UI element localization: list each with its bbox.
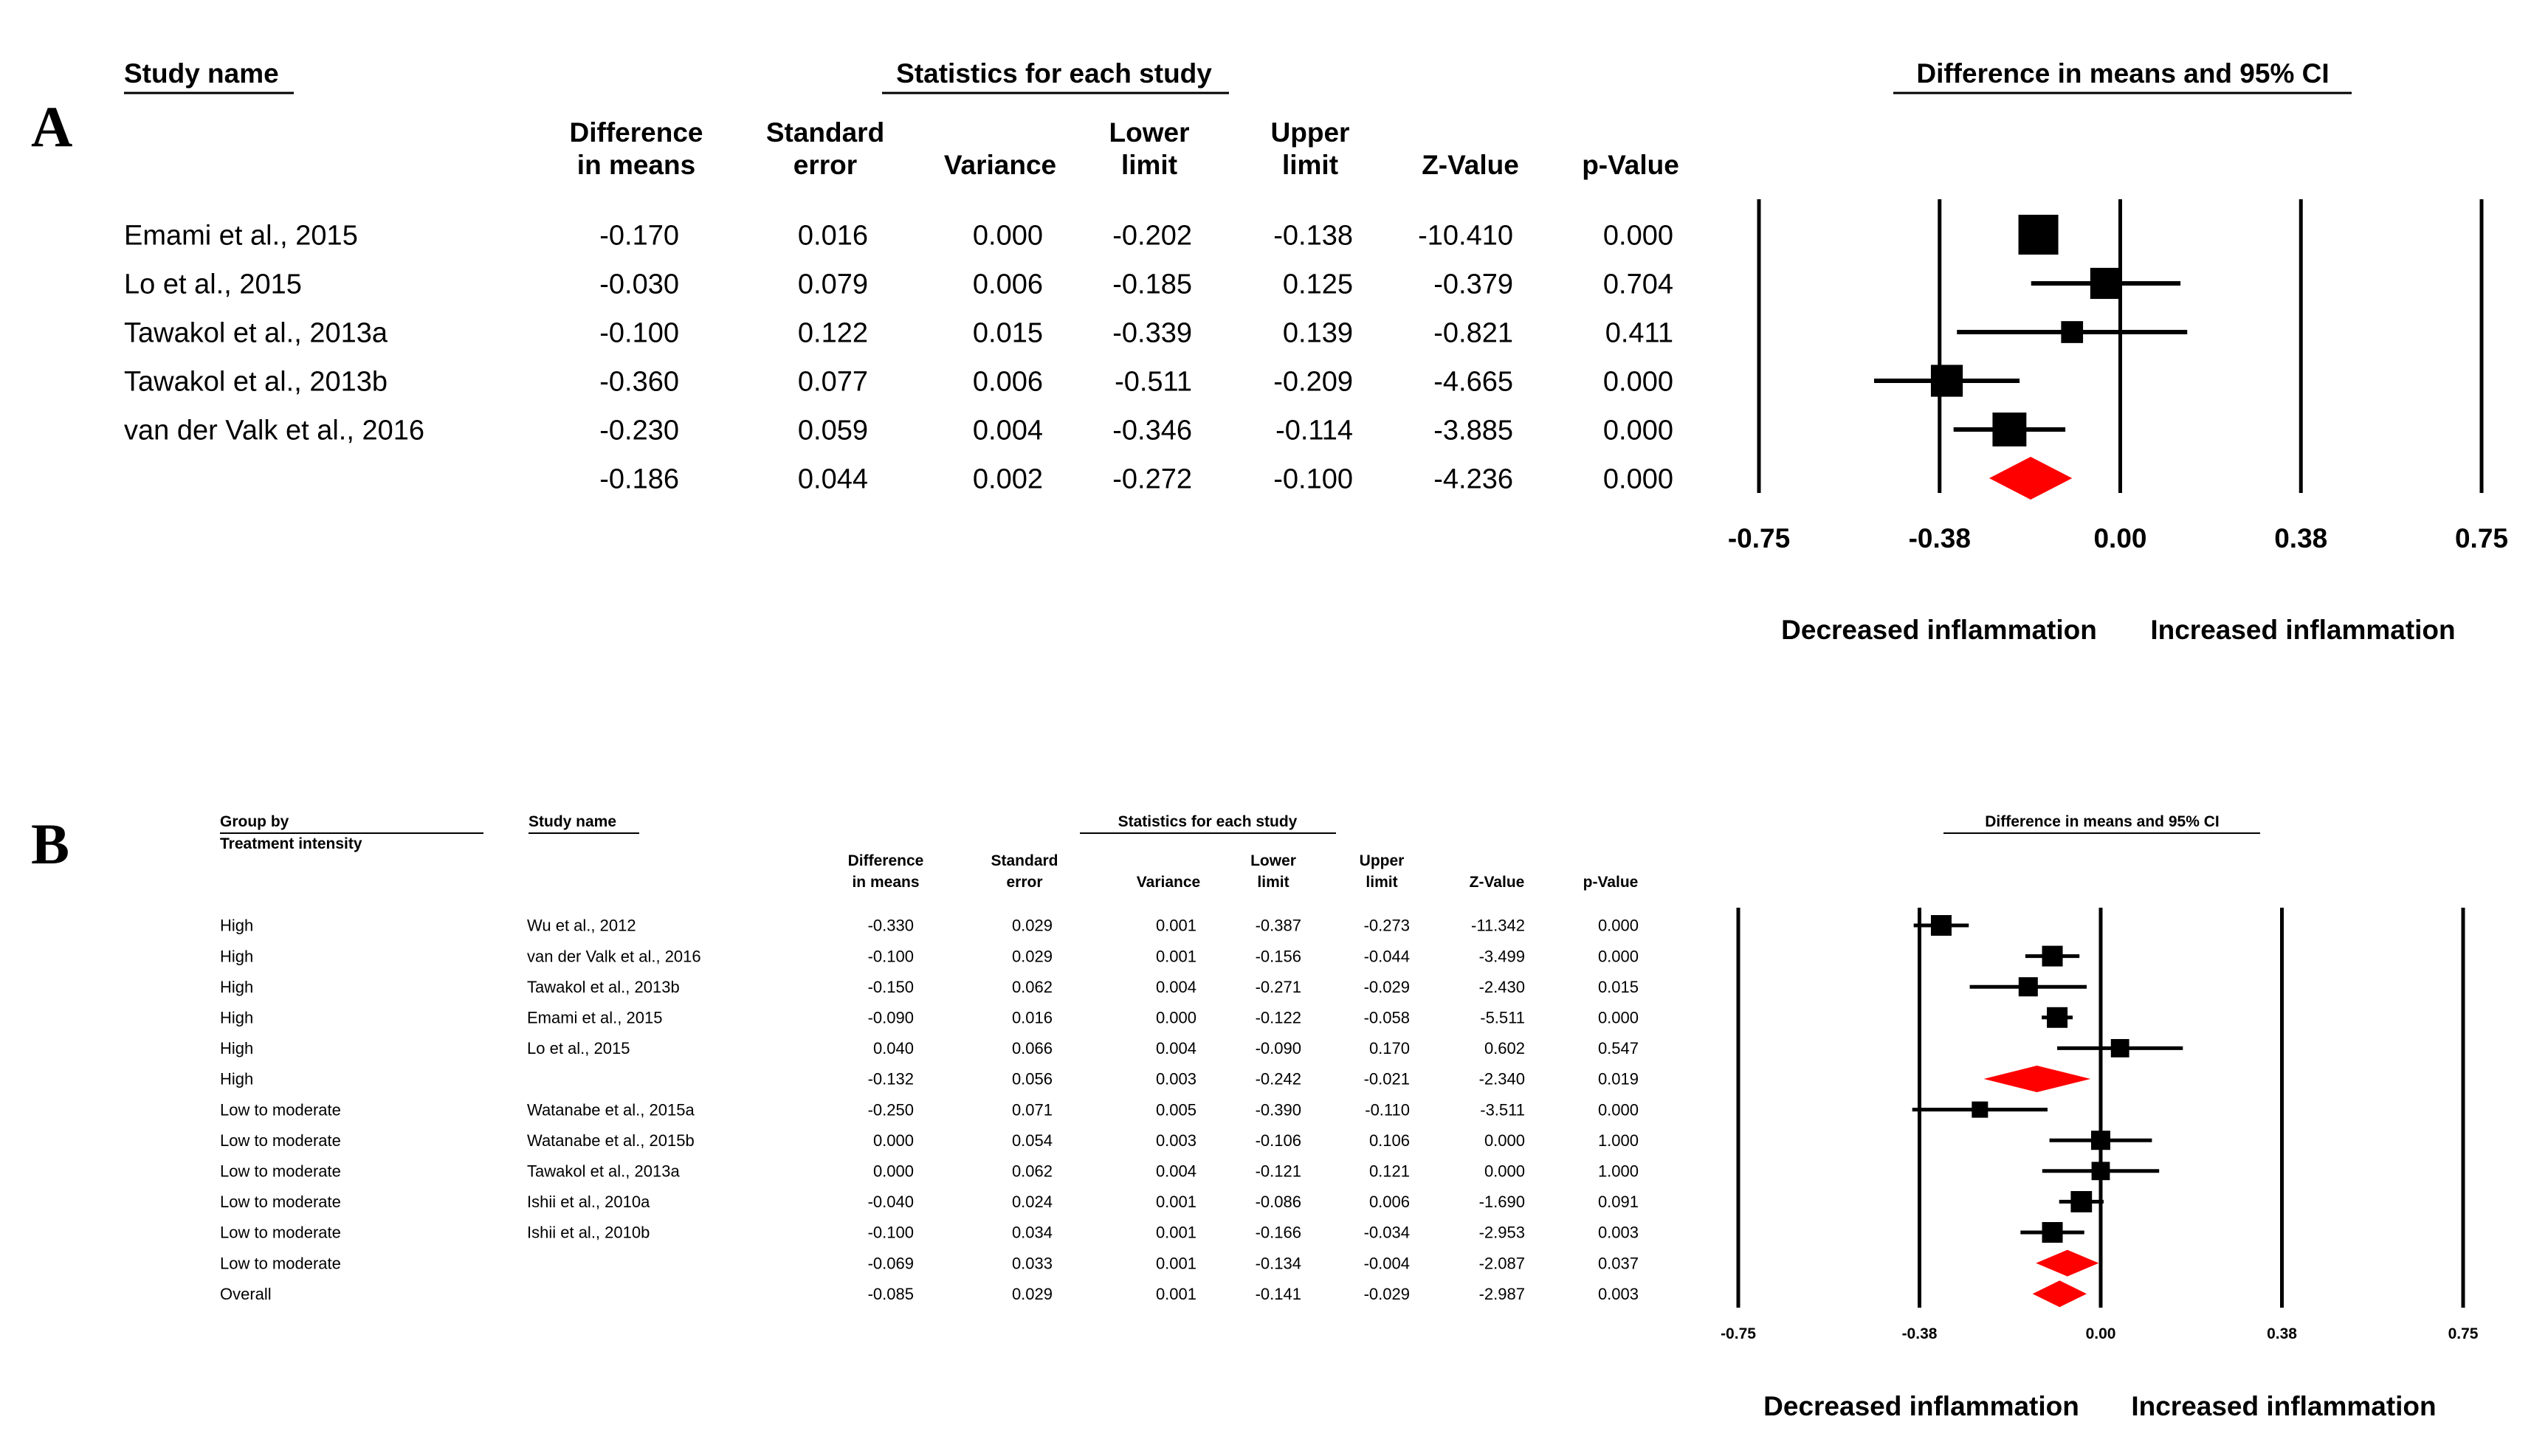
stat-cell-upper: 0.139 bbox=[1282, 317, 1353, 349]
statistics-header: Statistics for each study bbox=[896, 58, 1212, 89]
stat-cell-z: -10.410 bbox=[1418, 220, 1513, 252]
study-name-cell: Wu et al., 2012 bbox=[527, 916, 636, 935]
footer-increased-label: Increased inflammation bbox=[2150, 615, 2456, 645]
stat-cell-se: 0.034 bbox=[1011, 1223, 1053, 1242]
group-cell: Overall bbox=[220, 1284, 272, 1303]
stat-cell-se: 0.071 bbox=[1011, 1100, 1053, 1119]
stat-cell-diff: -0.330 bbox=[867, 916, 914, 935]
stat-cell-se: 0.033 bbox=[1011, 1254, 1053, 1273]
stat-cell-upper: -0.029 bbox=[1363, 1284, 1410, 1303]
x-tick-label: 0.75 bbox=[2448, 1325, 2479, 1342]
stat-cell-z: -2.953 bbox=[1478, 1223, 1525, 1242]
stat-cell-se: 0.029 bbox=[1011, 1284, 1053, 1303]
x-tick-label: 0.00 bbox=[2085, 1325, 2116, 1342]
stat-cell-diff: -0.100 bbox=[599, 317, 679, 349]
column-header-line2: p-Value bbox=[1582, 150, 1679, 180]
effect-marker bbox=[2042, 946, 2063, 967]
statistics-header: Statistics for each study bbox=[1118, 813, 1298, 830]
stat-cell-upper: -0.021 bbox=[1363, 1069, 1410, 1088]
column-header-line2: in means bbox=[852, 874, 920, 891]
stat-cell-diff: -0.030 bbox=[599, 269, 679, 300]
stat-cell-z: -4.665 bbox=[1433, 366, 1513, 398]
stat-cell-var: 0.001 bbox=[1155, 1223, 1196, 1242]
stat-cell-se: 0.077 bbox=[797, 366, 868, 398]
study-name-cell: Watanabe et al., 2015b bbox=[527, 1131, 695, 1150]
column-header-line2: Variance bbox=[943, 150, 1057, 180]
group-cell: Low to moderate bbox=[220, 1254, 341, 1273]
stat-cell-var: 0.004 bbox=[1155, 977, 1196, 996]
study-name-cell: Tawakol et al., 2013a bbox=[527, 1162, 680, 1181]
stat-cell-p: 0.547 bbox=[1597, 1039, 1639, 1058]
column-header-line1: Difference bbox=[569, 117, 703, 148]
stat-cell-diff: -0.040 bbox=[867, 1193, 914, 1212]
stat-cell-var: 0.003 bbox=[1155, 1131, 1196, 1150]
column-header-line1: Lower bbox=[1109, 117, 1190, 148]
stat-cell-p: 0.037 bbox=[1597, 1254, 1639, 1273]
x-tick-label: 0.38 bbox=[2274, 523, 2328, 553]
column-header-line1: Upper bbox=[1359, 852, 1405, 869]
group-cell: High bbox=[220, 977, 254, 996]
x-tick-label: 0.00 bbox=[2093, 523, 2147, 553]
stat-cell-var: 0.005 bbox=[1155, 1100, 1196, 1119]
stat-cell-p: 1.000 bbox=[1597, 1131, 1639, 1150]
stat-cell-diff: -0.150 bbox=[867, 977, 914, 996]
stat-cell-se: 0.024 bbox=[1011, 1193, 1053, 1212]
stat-cell-upper: -0.100 bbox=[1273, 463, 1353, 495]
stat-cell-p: 0.704 bbox=[1602, 269, 1673, 300]
stat-cell-lower: -0.122 bbox=[1255, 1008, 1301, 1027]
stat-cell-diff: 0.040 bbox=[872, 1039, 914, 1058]
column-header-line1: Upper bbox=[1270, 117, 1350, 148]
column-header-line1: Lower bbox=[1250, 852, 1296, 869]
column-header-line2: Variance bbox=[1136, 874, 1201, 891]
effect-marker bbox=[2061, 321, 2083, 343]
stat-cell-upper: 0.125 bbox=[1282, 269, 1353, 300]
stat-cell-p: 0.000 bbox=[1597, 916, 1639, 935]
stat-cell-z: -2.340 bbox=[1478, 1069, 1525, 1088]
study-name-header: Study name bbox=[124, 58, 279, 89]
stat-cell-diff: -0.186 bbox=[599, 463, 679, 495]
stat-cell-z: -4.236 bbox=[1433, 463, 1513, 495]
stat-cell-z: -2.430 bbox=[1478, 977, 1525, 996]
stat-cell-lower: -0.339 bbox=[1112, 317, 1192, 349]
stat-cell-lower: -0.121 bbox=[1255, 1162, 1301, 1181]
group-cell: Low to moderate bbox=[220, 1131, 341, 1150]
study-name-header: Study name bbox=[528, 813, 617, 830]
stat-cell-var: 0.001 bbox=[1155, 1284, 1196, 1303]
column-header-line2: Z-Value bbox=[1422, 150, 1519, 180]
stat-cell-p: 0.003 bbox=[1597, 1284, 1639, 1303]
x-tick-label: 0.38 bbox=[2267, 1325, 2297, 1342]
stat-cell-se: 0.062 bbox=[1011, 977, 1053, 996]
stat-cell-lower: -0.086 bbox=[1255, 1193, 1301, 1212]
stat-cell-z: -2.087 bbox=[1478, 1254, 1525, 1273]
stat-cell-se: 0.079 bbox=[797, 269, 868, 300]
stat-cell-se: 0.016 bbox=[1011, 1008, 1053, 1027]
effect-marker bbox=[2111, 1039, 2129, 1058]
stat-cell-var: 0.001 bbox=[1155, 916, 1196, 935]
stat-cell-se: 0.059 bbox=[797, 415, 868, 446]
stat-cell-lower: -0.106 bbox=[1255, 1131, 1301, 1150]
study-name-cell: van der Valk et al., 2016 bbox=[124, 415, 424, 446]
study-name-cell: Tawakol et al., 2013a bbox=[124, 317, 388, 349]
stat-cell-diff: -0.250 bbox=[867, 1100, 914, 1119]
footer-decreased-label: Decreased inflammation bbox=[1781, 615, 2097, 645]
effect-marker bbox=[1992, 413, 2026, 446]
stat-cell-upper: -0.273 bbox=[1363, 916, 1410, 935]
x-tick-label: -0.38 bbox=[1908, 523, 1971, 553]
x-tick-label: 0.75 bbox=[2454, 523, 2509, 553]
column-header-line2: limit bbox=[1120, 150, 1178, 180]
group-cell: High bbox=[220, 1008, 254, 1027]
column-header-line2: error bbox=[793, 150, 858, 180]
group-by-header: Group by bbox=[220, 813, 289, 830]
stat-cell-lower: -0.134 bbox=[1255, 1254, 1301, 1273]
study-name-cell: Ishii et al., 2010b bbox=[527, 1223, 650, 1242]
stat-cell-diff: -0.170 bbox=[599, 220, 679, 252]
stat-cell-upper: 0.006 bbox=[1368, 1193, 1410, 1212]
group-cell: Low to moderate bbox=[220, 1162, 341, 1181]
stat-cell-se: 0.016 bbox=[797, 220, 868, 252]
stat-cell-p: 1.000 bbox=[1597, 1162, 1639, 1181]
effect-marker bbox=[2047, 1007, 2067, 1028]
group-cell: High bbox=[220, 947, 254, 966]
stat-cell-z: -11.342 bbox=[1471, 916, 1525, 935]
stat-cell-se: 0.062 bbox=[1011, 1162, 1053, 1181]
study-name-cell: Tawakol et al., 2013b bbox=[124, 366, 388, 398]
stat-cell-lower: -0.242 bbox=[1255, 1069, 1301, 1088]
effect-marker bbox=[2070, 1191, 2092, 1212]
study-name-cell: Tawakol et al., 2013b bbox=[527, 977, 680, 996]
stat-cell-z: 0.602 bbox=[1484, 1039, 1525, 1058]
stat-cell-diff: -0.100 bbox=[867, 947, 914, 966]
group-cell: Low to moderate bbox=[220, 1223, 341, 1242]
stat-cell-upper: -0.209 bbox=[1273, 366, 1353, 398]
stat-cell-z: -1.690 bbox=[1478, 1193, 1525, 1212]
stat-cell-upper: -0.044 bbox=[1363, 947, 1410, 966]
column-header-line2: limit bbox=[1281, 150, 1339, 180]
column-header-line1: Standard bbox=[765, 117, 885, 148]
x-tick-label: -0.75 bbox=[1727, 523, 1791, 553]
group-by-subheader: Treatment intensity bbox=[220, 835, 362, 852]
plot-header: Difference in means and 95% CI bbox=[1985, 813, 2220, 830]
study-name-cell: van der Valk et al., 2016 bbox=[527, 947, 701, 966]
stat-cell-diff: 0.000 bbox=[872, 1131, 914, 1150]
stat-cell-p: 0.000 bbox=[1602, 415, 1673, 446]
effect-marker bbox=[2091, 1131, 2110, 1150]
group-cell: Low to moderate bbox=[220, 1100, 341, 1119]
stat-cell-lower: -0.166 bbox=[1255, 1223, 1301, 1242]
stat-cell-lower: -0.390 bbox=[1255, 1100, 1301, 1119]
stat-cell-z: -3.885 bbox=[1433, 415, 1513, 446]
stat-cell-var: 0.004 bbox=[1155, 1039, 1196, 1058]
summary-diamond bbox=[2033, 1280, 2087, 1307]
stat-cell-var: 0.003 bbox=[1155, 1069, 1196, 1088]
effect-marker bbox=[2019, 977, 2038, 996]
stat-cell-p: 0.000 bbox=[1602, 220, 1673, 252]
stat-cell-p: 0.000 bbox=[1597, 947, 1639, 966]
effect-marker bbox=[2042, 1222, 2063, 1243]
study-name-cell: Emami et al., 2015 bbox=[124, 220, 358, 252]
summary-diamond bbox=[1984, 1066, 2091, 1092]
stat-cell-lower: -0.511 bbox=[1115, 366, 1192, 398]
stat-cell-diff: -0.100 bbox=[867, 1223, 914, 1242]
stat-cell-lower: -0.271 bbox=[1255, 977, 1301, 996]
stat-cell-upper: -0.058 bbox=[1363, 1008, 1410, 1027]
stat-cell-diff: 0.000 bbox=[872, 1162, 914, 1181]
stat-cell-upper: -0.110 bbox=[1365, 1100, 1410, 1119]
column-header-line1: Difference bbox=[847, 852, 924, 869]
column-header-line2: Z-Value bbox=[1469, 874, 1525, 891]
stat-cell-var: 0.001 bbox=[1155, 947, 1196, 966]
stat-cell-p: 0.000 bbox=[1597, 1008, 1639, 1027]
stat-cell-p: 0.091 bbox=[1597, 1193, 1639, 1212]
group-cell: High bbox=[220, 1069, 254, 1088]
stat-cell-se: 0.066 bbox=[1011, 1039, 1053, 1058]
column-header-line2: limit bbox=[1257, 874, 1290, 891]
stat-cell-var: 0.006 bbox=[972, 366, 1043, 398]
column-header-line2: in means bbox=[576, 150, 696, 180]
group-cell: Low to moderate bbox=[220, 1193, 341, 1212]
study-name-cell: Watanabe et al., 2015a bbox=[527, 1100, 695, 1119]
effect-marker bbox=[1931, 365, 1963, 396]
stat-cell-lower: -0.156 bbox=[1255, 947, 1301, 966]
column-header-line2: p-Value bbox=[1583, 874, 1639, 891]
stat-cell-diff: -0.230 bbox=[599, 415, 679, 446]
stat-cell-var: 0.004 bbox=[1155, 1162, 1196, 1181]
stat-cell-var: 0.006 bbox=[972, 269, 1043, 300]
effect-marker bbox=[1931, 915, 1952, 936]
stat-cell-diff: -0.085 bbox=[867, 1284, 914, 1303]
footer-increased-label: Increased inflammation bbox=[2131, 1391, 2437, 1421]
stat-cell-upper: -0.034 bbox=[1363, 1223, 1410, 1242]
stat-cell-var: 0.001 bbox=[1155, 1193, 1196, 1212]
stat-cell-lower: -0.090 bbox=[1255, 1039, 1301, 1058]
stat-cell-z: -0.821 bbox=[1433, 317, 1513, 349]
stat-cell-p: 0.000 bbox=[1602, 463, 1673, 495]
column-header-line2: error bbox=[1006, 874, 1043, 891]
stat-cell-upper: -0.004 bbox=[1363, 1254, 1410, 1273]
panel-label: A bbox=[31, 94, 73, 159]
stat-cell-z: -0.379 bbox=[1433, 269, 1513, 300]
stat-cell-lower: -0.272 bbox=[1112, 463, 1192, 495]
effect-marker bbox=[2090, 268, 2121, 299]
group-cell: High bbox=[220, 916, 254, 935]
stat-cell-p: 0.000 bbox=[1602, 366, 1673, 398]
stat-cell-p: 0.411 bbox=[1605, 317, 1673, 349]
stat-cell-z: -5.511 bbox=[1480, 1008, 1525, 1027]
stat-cell-p: 0.019 bbox=[1597, 1069, 1639, 1088]
stat-cell-z: 0.000 bbox=[1484, 1162, 1525, 1181]
stat-cell-se: 0.029 bbox=[1011, 916, 1053, 935]
effect-marker bbox=[1972, 1102, 1988, 1118]
summary-diamond bbox=[1989, 457, 2072, 500]
stat-cell-upper: 0.106 bbox=[1368, 1131, 1410, 1150]
stat-cell-lower: -0.141 bbox=[1255, 1284, 1301, 1303]
x-tick-label: -0.38 bbox=[1901, 1325, 1938, 1342]
stat-cell-se: 0.122 bbox=[797, 317, 868, 349]
stat-cell-z: 0.000 bbox=[1484, 1131, 1525, 1150]
stat-cell-diff: -0.360 bbox=[599, 366, 679, 398]
stat-cell-se: 0.044 bbox=[797, 463, 868, 495]
stat-cell-var: 0.004 bbox=[972, 415, 1043, 446]
stat-cell-var: 0.002 bbox=[972, 463, 1043, 495]
stat-cell-upper: -0.029 bbox=[1363, 977, 1410, 996]
footer-decreased-label: Decreased inflammation bbox=[1763, 1391, 2079, 1421]
study-name-cell: Lo et al., 2015 bbox=[527, 1039, 630, 1058]
stat-cell-se: 0.029 bbox=[1011, 947, 1053, 966]
stat-cell-lower: -0.346 bbox=[1112, 415, 1192, 446]
stat-cell-lower: -0.185 bbox=[1112, 269, 1192, 300]
stat-cell-diff: -0.090 bbox=[867, 1008, 914, 1027]
summary-diamond bbox=[2036, 1250, 2098, 1277]
effect-marker bbox=[2019, 215, 2059, 255]
stat-cell-upper: -0.138 bbox=[1273, 220, 1353, 252]
stat-cell-se: 0.054 bbox=[1011, 1131, 1053, 1150]
stat-cell-var: 0.015 bbox=[972, 317, 1043, 349]
study-name-cell: Emami et al., 2015 bbox=[527, 1008, 663, 1027]
stat-cell-lower: -0.202 bbox=[1112, 220, 1192, 252]
stat-cell-p: 0.003 bbox=[1597, 1223, 1639, 1242]
stat-cell-lower: -0.387 bbox=[1255, 916, 1301, 935]
stat-cell-diff: -0.132 bbox=[867, 1069, 914, 1088]
stat-cell-z: -3.499 bbox=[1478, 947, 1525, 966]
stat-cell-upper: 0.121 bbox=[1368, 1162, 1410, 1181]
x-tick-label: -0.75 bbox=[1721, 1325, 1756, 1342]
stat-cell-diff: -0.069 bbox=[867, 1254, 914, 1273]
column-header-line2: limit bbox=[1366, 874, 1398, 891]
plot-header: Difference in means and 95% CI bbox=[1916, 58, 2330, 89]
panel-label: B bbox=[31, 812, 70, 876]
stat-cell-var: 0.000 bbox=[1155, 1008, 1196, 1027]
stat-cell-p: 0.015 bbox=[1597, 977, 1639, 996]
stat-cell-z: -2.987 bbox=[1478, 1284, 1525, 1303]
study-name-cell: Lo et al., 2015 bbox=[124, 269, 302, 300]
stat-cell-p: 0.000 bbox=[1597, 1100, 1639, 1119]
group-cell: High bbox=[220, 1039, 254, 1058]
stat-cell-se: 0.056 bbox=[1011, 1069, 1053, 1088]
stat-cell-var: 0.001 bbox=[1155, 1254, 1196, 1273]
study-name-cell: Ishii et al., 2010a bbox=[527, 1193, 650, 1212]
effect-marker bbox=[2092, 1162, 2110, 1180]
column-header-line1: Standard bbox=[991, 852, 1058, 869]
stat-cell-upper: -0.114 bbox=[1275, 415, 1353, 446]
stat-cell-upper: 0.170 bbox=[1368, 1039, 1410, 1058]
stat-cell-z: -3.511 bbox=[1480, 1100, 1525, 1119]
stat-cell-var: 0.000 bbox=[972, 220, 1043, 252]
